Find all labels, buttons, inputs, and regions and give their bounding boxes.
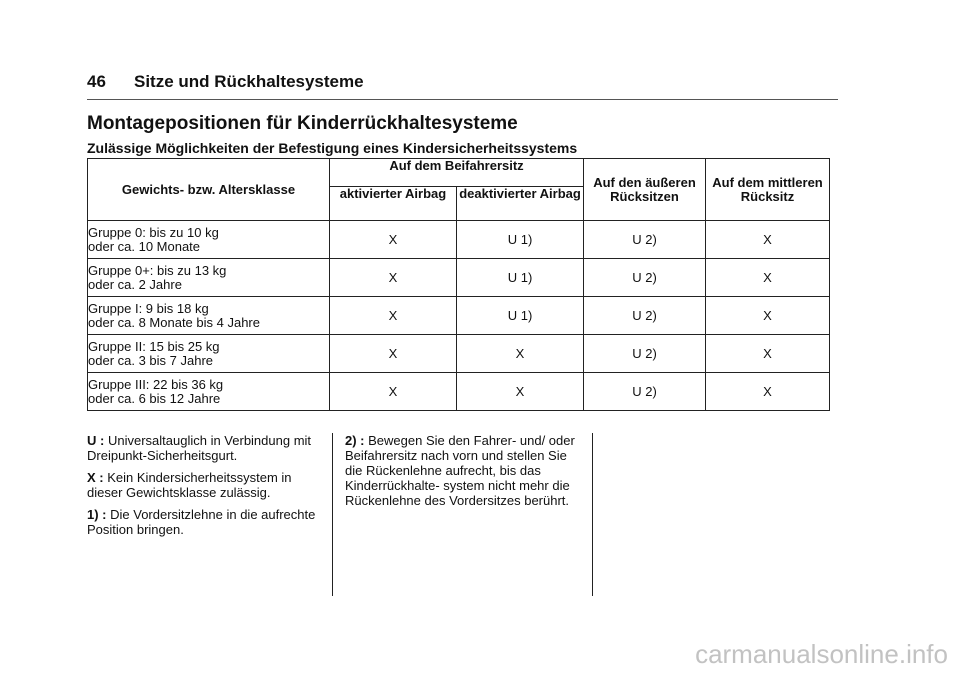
- middle-seat-cell: X: [706, 259, 830, 297]
- header-passenger-seat: Auf dem Beifahrersitz: [330, 159, 584, 187]
- watermark: carmanualsonline.info: [695, 639, 948, 669]
- middle-seat-cell: X: [706, 297, 830, 335]
- airbag-on-cell: X: [330, 221, 457, 259]
- legend-key: U :: [87, 433, 105, 448]
- table-row: [88, 373, 830, 411]
- legend-entry-u: [87, 433, 327, 463]
- outer-seat-cell: U 2): [584, 259, 706, 297]
- legend-entry-x: [87, 470, 327, 500]
- header-divider: [87, 99, 838, 100]
- legend-text: Universaltauglich in Verbindung mit Dreipunkt-Sicherheitsgurt.: [87, 433, 312, 463]
- airbag-off-cell: U 1): [457, 297, 584, 335]
- weight-class-cell: Gruppe 0+: bis zu 13 kg oder ca. 2 Jahre: [88, 259, 330, 297]
- page-header: [87, 72, 364, 92]
- header-weight-class: Gewichts- bzw. Altersklasse: [88, 159, 330, 221]
- table-header-row: [88, 159, 830, 187]
- weight-class-cell: Gruppe II: 15 bis 25 kg oder ca. 3 bis 7 Jahre: [88, 335, 330, 373]
- weight-class-cell: Gruppe 0: bis zu 10 kg oder ca. 10 Monate: [88, 221, 330, 259]
- legend-key: 2) :: [345, 433, 365, 448]
- middle-seat-cell: X: [706, 221, 830, 259]
- legend-entry-note-2: [345, 433, 585, 508]
- header-airbag-activated: aktivierter Airbag: [330, 187, 457, 221]
- weight-class-cell: Gruppe III: 22 bis 36 kg oder ca. 6 bis 12 Jahre: [88, 373, 330, 411]
- page-number: 46: [87, 72, 106, 91]
- header-middle-rear-seat: Auf dem mittleren Rücksitz: [706, 159, 830, 221]
- weight-class-cell: Gruppe I: 9 bis 18 kg oder ca. 8 Monate bis 4 Jahre: [88, 297, 330, 335]
- airbag-off-cell: U 1): [457, 259, 584, 297]
- middle-seat-cell: X: [706, 373, 830, 411]
- outer-seat-cell: U 2): [584, 221, 706, 259]
- outer-seat-cell: U 2): [584, 373, 706, 411]
- legend-key: X :: [87, 470, 104, 485]
- table-row: [88, 221, 830, 259]
- column-divider: [332, 433, 333, 596]
- middle-seat-cell: X: [706, 335, 830, 373]
- table-row: [88, 259, 830, 297]
- airbag-on-cell: X: [330, 335, 457, 373]
- mounting-positions-table: [87, 158, 830, 411]
- legend-entry-note-1: [87, 507, 327, 537]
- legend-text: Kein Kindersicherheitssystem in dieser Gewichtsklasse zulässig.: [87, 470, 292, 500]
- legend-text: Die Vordersitzlehne in die aufrechte Position bringen.: [87, 507, 316, 537]
- airbag-off-cell: X: [457, 373, 584, 411]
- airbag-on-cell: X: [330, 373, 457, 411]
- page-title: Montagepositionen für Kinderrückhaltesysteme: [87, 113, 518, 134]
- legend-column-right: [345, 433, 585, 515]
- table-row: [88, 335, 830, 373]
- legend-column-left: [87, 433, 327, 544]
- airbag-off-cell: X: [457, 335, 584, 373]
- legend-key: 1) :: [87, 507, 107, 522]
- header-airbag-deactivated: deaktivierter Airbag: [457, 187, 584, 221]
- column-divider: [592, 433, 593, 596]
- airbag-on-cell: X: [330, 259, 457, 297]
- outer-seat-cell: U 2): [584, 297, 706, 335]
- airbag-off-cell: U 1): [457, 221, 584, 259]
- outer-seat-cell: U 2): [584, 335, 706, 373]
- legend-text: Bewegen Sie den Fahrer- und/ oder Beifahrersitz nach vorn und stellen Sie die Rückenlehne aufrecht, bis das Kinderrückhalte- system nicht mehr die Rückenlehne des Vordersitzes berührt.: [345, 433, 575, 508]
- section-title: Sitze und Rückhaltesysteme: [134, 72, 364, 91]
- header-outer-rear-seats: Auf den äußeren Rücksitzen: [584, 159, 706, 221]
- table-caption: Zulässige Möglichkeiten der Befestigung eines Kindersicherheitssystems: [87, 140, 578, 156]
- airbag-on-cell: X: [330, 297, 457, 335]
- table-row: [88, 297, 830, 335]
